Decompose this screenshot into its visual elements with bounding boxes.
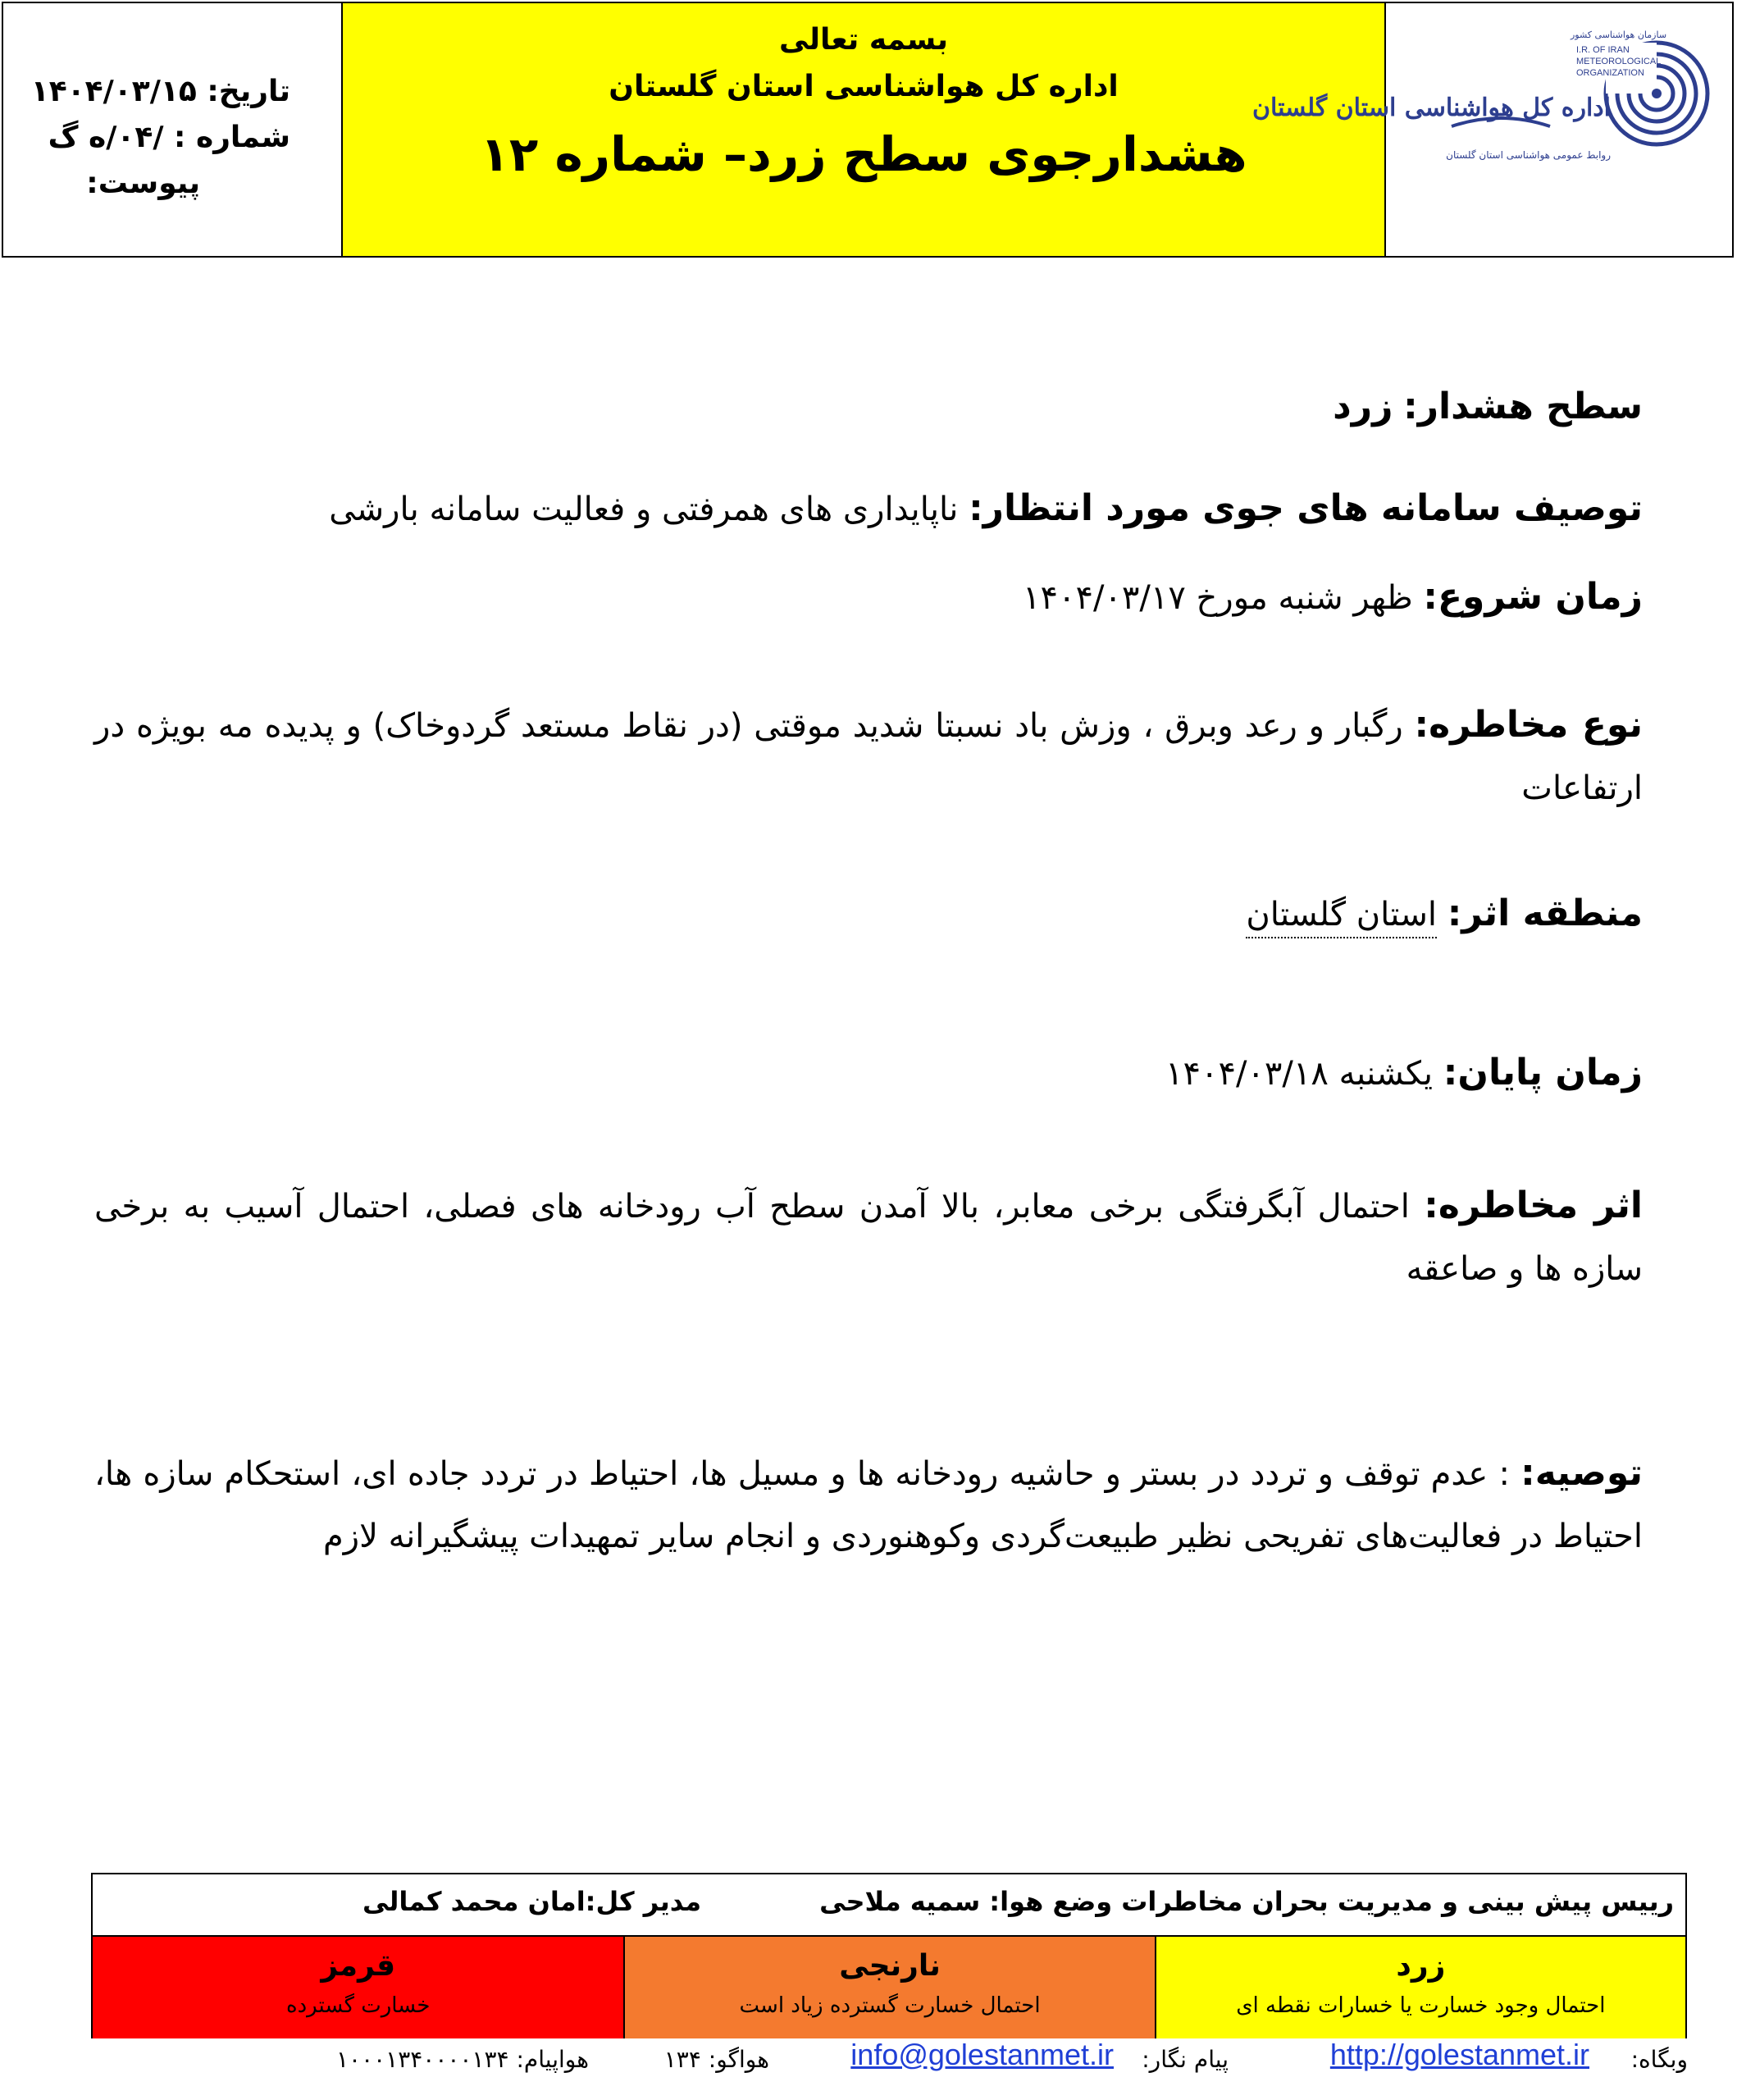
signature-row — [93, 1874, 1685, 1937]
affected-area-row — [94, 883, 1643, 946]
hazard-value: رگبار و رعد وبرق ، وزش باد نسبتا شدید موقتی (در نقاط مستعد گردوخاک) و پدیده مه بویژه در ارتفاعات — [94, 707, 1643, 807]
end-time-row — [94, 1042, 1643, 1105]
logo-org-en-line: I.R. OF IRAN — [1576, 45, 1630, 55]
start-label: زمان شروع: — [1423, 576, 1643, 618]
logo-subtext: روابط عمومی هواشناسی استان گلستان — [1446, 149, 1611, 161]
systems-row — [94, 477, 1643, 541]
meteorology-logo-icon — [1386, 3, 1734, 256]
website-link[interactable]: http://golestanmet.ir — [1329, 2038, 1589, 2071]
header-meta-cell — [3, 3, 341, 256]
level-name: نارنجی — [839, 1949, 941, 1983]
logo-org-fa: سازمان هواشناسی کشور — [1571, 30, 1667, 40]
start-time-row — [94, 566, 1643, 629]
sms-text: هواپیام: ۱۰۰۰۱۳۴۰۰۰۰۱۳۴ — [336, 2046, 589, 2073]
level-desc: احتمال خسارت گسترده زیاد است — [739, 1993, 1041, 2018]
warning-level-row — [94, 376, 1643, 439]
warning-title: هشدارجوی سطح زرد– شماره ۱۲ — [480, 126, 1247, 182]
systems-value: ناپایداری های همرفتی و فعالیت سامانه بارشی — [329, 491, 959, 528]
organization-logo — [1251, 3, 1734, 256]
level-value: زرد — [1333, 386, 1393, 427]
website-label: وبگاه: — [1630, 2046, 1688, 2073]
logo-org-en-line: METEOROLOGICAL — [1576, 57, 1662, 66]
effect-label: اثر مخاطره: — [1424, 1185, 1644, 1226]
attachment-line: پیوست: — [86, 167, 200, 200]
logo-org-en-line: ORGANIZATION — [1576, 68, 1644, 78]
start-value: ظهر شنبه مورخ ۱۴۰۴/۰۳/۱۷ — [1023, 579, 1413, 617]
logo-text: اداره کل هواشناسی استان گلستان — [1251, 94, 1611, 122]
hazard-effect-row — [94, 1175, 1643, 1300]
area-label: منطقه اثر: — [1447, 892, 1643, 934]
header-title-cell — [341, 3, 1384, 256]
email-label: پیام نگار: — [1142, 2046, 1229, 2073]
chief-forecast-signature: رییس پیش بینی و مدیریت بحران مخاطرات وضع هوا: سمیه ملاحی — [819, 1886, 1674, 1917]
level-label: سطح هشدار: — [1403, 386, 1643, 427]
level-name: زرد — [1396, 1949, 1446, 1983]
end-label: زمان پایان: — [1443, 1052, 1643, 1093]
footer-legend-box — [91, 1873, 1687, 2038]
level-red — [93, 1937, 623, 2038]
logo-org-en — [1576, 44, 1661, 79]
level-name: قرمز — [321, 1949, 396, 1983]
document-header — [2, 2, 1734, 258]
advice-label: توصیه: — [1520, 1452, 1644, 1494]
number-line: شماره : /۰۴/ه گ — [48, 121, 290, 154]
level-orange — [623, 1937, 1154, 2038]
warning-levels-legend — [93, 1937, 1685, 2038]
hazard-label: نوع مخاطره: — [1414, 704, 1644, 746]
level-yellow — [1155, 1937, 1685, 2038]
hotline-text: هواگو: ۱۳۴ — [663, 2046, 769, 2073]
area-value: استان گلستان — [1246, 896, 1437, 938]
advice-value: : عدم توقف و تردد در بستر و حاشیه رودخانه ها و مسیل ها، احتیاط در تردد جاده ای، استحکام سازه ها، احتیاط در فعالیت‌های تفریحی نظیر طبیعت‌گردی وکوهنوردی و انجام سایر تمهیدات پیشگیرانه لازم — [94, 1455, 1643, 1555]
date-line: تاریخ: ۱۴۰۴/۰۳/۱۵ — [30, 75, 290, 108]
end-value: یکشنبه ۱۴۰۴/۰۳/۱۸ — [1165, 1055, 1434, 1093]
organization-name: اداره کل هواشناسی استان گلستان — [609, 70, 1119, 103]
contact-bar — [197, 2038, 1688, 2087]
level-desc: احتمال وجود خسارت یا خسارات نقطه ای — [1236, 1993, 1606, 2018]
bismillah-text: بسمه تعالی — [779, 23, 948, 57]
effect-value: احتمال آبگرفتگی برخی معابر، بالا آمدن سطح آب رودخانه های فصلی، احتمال آسیب به برخی سازه ها و صاعقه — [94, 1188, 1643, 1288]
advice-row — [94, 1442, 1643, 1568]
level-desc: خسارت گسترده — [285, 1993, 431, 2018]
director-signature: مدیر کل:امان محمد کمالی — [362, 1886, 701, 1917]
systems-label: توصیف سامانه های جوی مورد انتظار: — [969, 487, 1643, 529]
hazard-type-row — [94, 694, 1643, 819]
email-link[interactable]: info@golestanmet.ir — [850, 2038, 1114, 2071]
logo-cell — [1251, 3, 1732, 256]
